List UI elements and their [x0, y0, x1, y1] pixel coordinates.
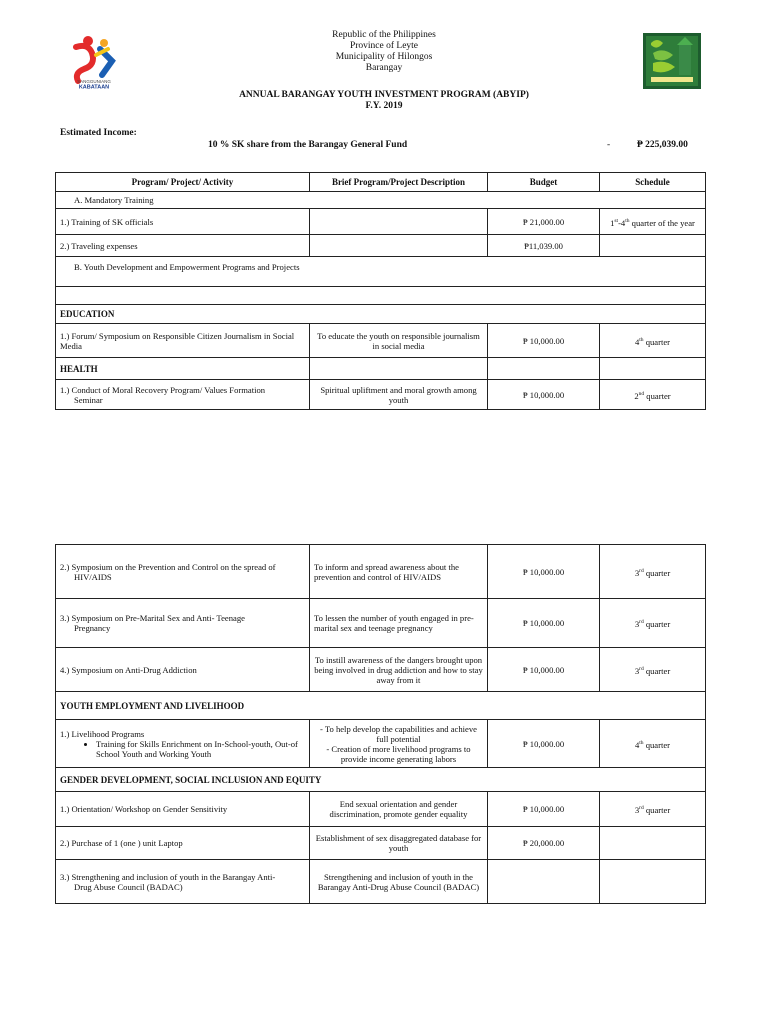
table-row	[56, 860, 706, 904]
abyip-table-part-2	[55, 544, 706, 904]
header-line-2: Province of Leyte	[349, 41, 419, 51]
budget-cell	[488, 860, 600, 904]
budget-cell: ₱ 10,000.00	[488, 545, 600, 599]
section-row	[56, 305, 706, 324]
table-row	[56, 324, 706, 358]
budget-cell: ₱ 21,000.00	[488, 209, 600, 235]
col-header-budget: Budget	[488, 173, 600, 192]
program-cell: 3.) Symposium on Pre-Marital Sex and Anti- Teenage Pregnancy	[56, 599, 310, 648]
section-youth-employment: YOUTH EMPLOYMENT AND LIVELIHOOD	[56, 692, 706, 720]
budget-cell: ₱11,039.00	[488, 235, 600, 257]
budget-cell: ₱ 10,000.00	[488, 324, 600, 358]
estimated-income-label: Estimated Income:	[60, 128, 137, 138]
section-a-mandatory-training: A. Mandatory Training	[56, 192, 706, 209]
header-line-4: Barangay	[365, 63, 403, 73]
section-b-youth-development: B. Youth Development and Empowerment Programs and Projects	[56, 257, 706, 287]
budget-cell: ₱ 10,000.00	[488, 599, 600, 648]
description-cell	[310, 209, 488, 235]
abyip-table-part-1	[55, 172, 706, 410]
col-header-description: Brief Program/Project Description	[310, 173, 488, 192]
program-cell: 1.) Training of SK officials	[56, 209, 310, 235]
description-cell: To educate the youth on responsible journalism in social media	[310, 324, 488, 358]
schedule-cell: 3rd quarter	[600, 599, 706, 648]
sk-logo-icon	[66, 33, 122, 89]
description-cell: End sexual orientation and gender discrimination, promote gender equality	[310, 792, 488, 827]
table-row	[56, 648, 706, 692]
table-row	[56, 209, 706, 235]
sk-caption-2: KABATAAN	[78, 84, 110, 89]
empty-row	[56, 287, 706, 305]
hilongos-seal-icon	[643, 33, 701, 89]
table-row	[56, 720, 706, 768]
table-row	[56, 599, 706, 648]
schedule-cell: 3rd quarter	[600, 792, 706, 827]
program-cell: 2.) Symposium on the Prevention and Control on the spread of HIV/AIDS	[56, 545, 310, 599]
section-row	[56, 768, 706, 792]
program-cell: 4.) Symposium on Anti-Drug Addiction	[56, 648, 310, 692]
budget-cell: ₱ 10,000.00	[488, 648, 600, 692]
program-cell: 1.) Livelihood Programs • Training for Skills Enrichment on In-School-youth, Out-of School Youth and Working Youth	[56, 720, 310, 768]
budget-cell: ₱ 10,000.00	[488, 380, 600, 410]
empty-cell	[56, 287, 706, 305]
title-line-1: ANNUAL BARANGAY YOUTH INVESTMENT PROGRAM (ABYIP)	[239, 90, 529, 100]
program-cell: 1.) Conduct of Moral Recovery Program/ Values Formation Seminar	[56, 380, 310, 410]
section-education: EDUCATION	[56, 305, 706, 324]
description-cell: Strengthening and inclusion of youth in the Barangay Anti-Drug Abuse Council (BADAC)	[310, 860, 488, 904]
header-line-3: Municipality of Hilongos	[335, 52, 433, 62]
table-row	[56, 380, 706, 410]
estimated-income-description: 10 % SK share from the Barangay General Fund	[208, 140, 408, 150]
sk-caption-1: SANGGUNIANG	[77, 79, 111, 84]
schedule-cell: 1st-4th quarter of the year	[600, 209, 706, 235]
schedule-cell: 4th quarter	[600, 720, 706, 768]
livelihood-bullet: • Training for Skills Enrichment on In-School-youth, Out-of School Youth and Working Youth	[96, 739, 305, 759]
estimated-income-dash: -	[607, 140, 611, 150]
table-row	[56, 545, 706, 599]
table-row	[56, 827, 706, 860]
section-row	[56, 692, 706, 720]
section-gender-development: GENDER DEVELOPMENT, SOCIAL INCLUSION AND EQUITY	[56, 768, 706, 792]
col-header-program: Program/ Project/ Activity	[56, 173, 310, 192]
budget-cell: ₱ 20,000.00	[488, 827, 600, 860]
description-cell: Establishment of sex disaggregated database for youth	[310, 827, 488, 860]
section-health: HEALTH	[56, 358, 310, 380]
table-row	[56, 792, 706, 827]
schedule-cell: 2nd quarter	[600, 380, 706, 410]
schedule-cell: 3rd quarter	[600, 648, 706, 692]
schedule-cell	[600, 860, 706, 904]
document-header	[200, 30, 568, 74]
description-cell: To lessen the number of youth engaged in pre-marital sex and teenage pregnancy	[310, 599, 488, 648]
program-cell: 1.) Forum/ Symposium on Responsible Citizen Journalism in Social Media	[56, 324, 310, 358]
schedule-cell	[600, 827, 706, 860]
description-cell: Spiritual upliftment and moral growth among youth	[310, 380, 488, 410]
program-cell: 1.) Orientation/ Workshop on Gender Sensitivity	[56, 792, 310, 827]
title-line-2: F.Y. 2019	[365, 101, 403, 111]
table-header-row	[56, 173, 706, 192]
budget-cell: ₱ 10,000.00	[488, 792, 600, 827]
section-row	[56, 192, 706, 209]
program-cell: 2.) Traveling expenses	[56, 235, 310, 257]
description-cell: - To help develop the capabilities and achieve full potential - Creation of more livelihood programs to provide income generating labors	[310, 720, 488, 768]
estimated-income-amount: ₱ 225,039.00	[637, 140, 688, 150]
description-cell: To instill awareness of the dangers brought upon being involved in drug addiction and how to stay away from it	[310, 648, 488, 692]
schedule-cell: 3rd quarter	[600, 545, 706, 599]
schedule-cell	[600, 235, 706, 257]
document-title	[120, 90, 648, 112]
description-cell: To inform and spread awareness about the prevention and control of HIV/AIDS	[310, 545, 488, 599]
schedule-cell: 4th quarter	[600, 324, 706, 358]
table-row	[56, 235, 706, 257]
program-cell: 2.) Purchase of 1 (one ) unit Laptop	[56, 827, 310, 860]
budget-cell: ₱ 10,000.00	[488, 720, 600, 768]
program-cell: 3.) Strengthening and inclusion of youth in the Barangay Anti- Drug Abuse Council (BADAC)	[56, 860, 310, 904]
section-row	[56, 257, 706, 287]
description-cell	[310, 235, 488, 257]
col-header-schedule: Schedule	[600, 173, 706, 192]
header-line-1: Republic of the Philippines	[332, 30, 436, 40]
section-row	[56, 358, 706, 380]
